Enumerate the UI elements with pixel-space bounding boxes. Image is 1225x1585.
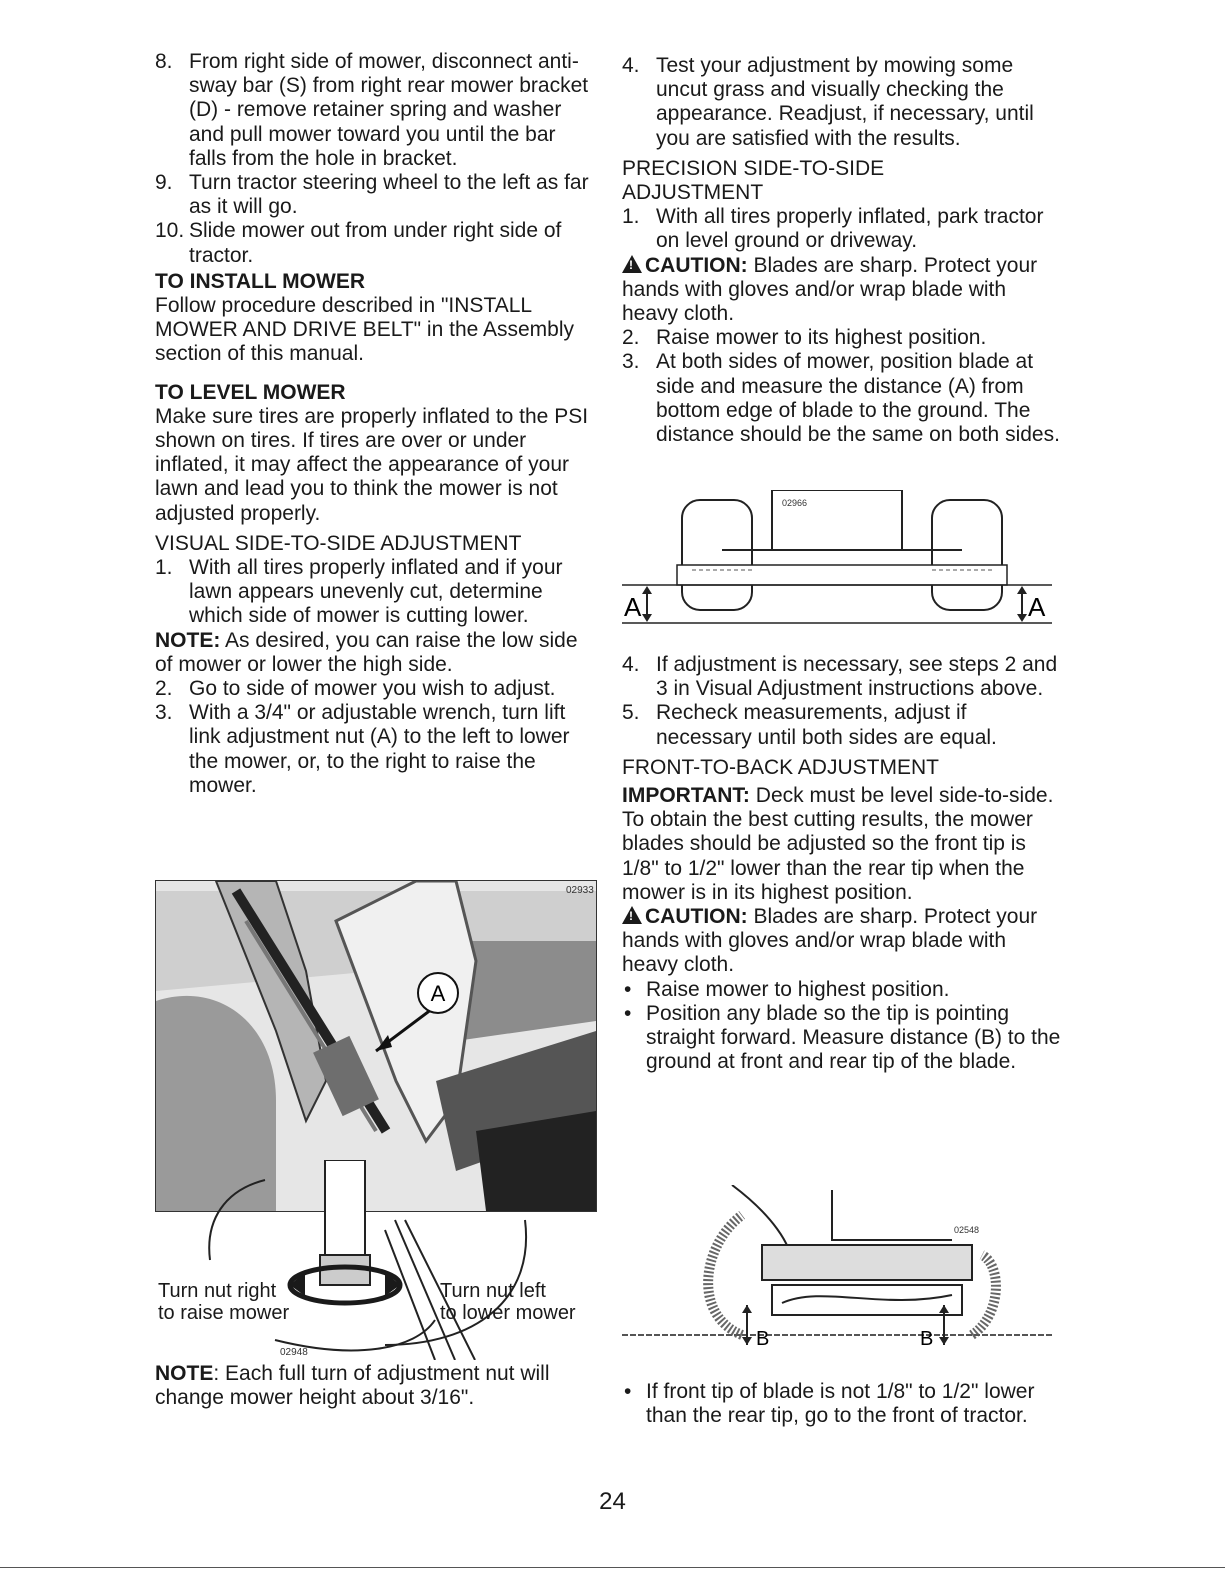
caution-label: CAUTION: — [645, 905, 748, 929]
precision-adjustment-heading: PRECISION SIDE-TO-SIDE ADJUSTMENT — [622, 156, 885, 205]
caution-text: Blades are sharp. Protect your hands with gloves and/or wrap blade with heavy cloth. — [622, 253, 1038, 326]
important-label: IMPORTANT: — [622, 784, 750, 808]
note-label: NOTE — [155, 1362, 214, 1385]
bullet-2 — [622, 1002, 1062, 1075]
turn-left-label — [440, 1280, 576, 1324]
visual-step-1 — [155, 556, 595, 629]
turn-left-text: Turn nut left to lower mower — [440, 1280, 576, 1324]
step-number: 5. — [622, 701, 640, 725]
distance-b-front: B — [756, 1328, 770, 1350]
page-number: 24 — [599, 1488, 626, 1515]
bullet-dot: • — [624, 977, 632, 1001]
inset-code: 02948 — [280, 1347, 308, 1358]
step-text: With all tires properly inflated, park tractor on level ground or driveway. — [656, 205, 1044, 253]
distance-a-left: A — [624, 592, 642, 622]
bullet-3 — [622, 1380, 1062, 1428]
warning-triangle-icon — [622, 906, 642, 924]
front-to-back-text: To obtain the best cutting results, the mower blades should be adjusted so the front tip is 1/8" to 1/2" lower than the rear tip when the mower is in its highest position. — [622, 808, 1033, 904]
step-number: 2. — [622, 326, 640, 350]
note-text: As desired, you can raise the low side of mower or lower the high side. — [155, 628, 578, 676]
bullet-text: If front tip of blade is not 1/8" to 1/2" lower than the rear tip, go to the front of tractor. — [646, 1380, 1035, 1428]
step-text: Recheck measurements, adjust if necessary until both sides are equal. — [656, 701, 997, 749]
visual-step-2 — [155, 677, 595, 701]
bullet-dot: • — [624, 1001, 632, 1025]
note-label: NOTE: — [155, 628, 221, 652]
step-number: 4. — [622, 54, 640, 77]
turn-right-label — [158, 1280, 289, 1324]
right-column-lower — [622, 653, 1062, 1074]
distance-b-rear: B — [920, 1328, 934, 1350]
photo-code: 02933 — [566, 885, 594, 896]
page-bottom-rule — [0, 1567, 1225, 1568]
distance-a-right: A — [1028, 592, 1046, 622]
front-to-back-heading: FRONT-TO-BACK ADJUSTMENT — [622, 755, 939, 779]
precision-step-2 — [622, 326, 1062, 350]
side-to-side-diagram — [622, 490, 1052, 630]
nut-turn-inset — [155, 1160, 595, 1360]
level-mower-heading: TO LEVEL MOWER — [155, 380, 346, 404]
left-column — [155, 50, 595, 798]
visual-step-3 — [155, 701, 595, 798]
step-text: Slide mower out from under right side of tractor. — [189, 219, 562, 267]
step-10 — [155, 219, 595, 267]
step-number: 9. — [155, 171, 173, 195]
step-number: 4. — [622, 653, 640, 676]
precision-step-5 — [622, 701, 1062, 749]
precision-step-1 — [622, 205, 1062, 253]
note-2 — [155, 1362, 595, 1410]
note-1 — [155, 629, 595, 677]
step-text: Test your adjustment by mowing some uncut grass and visually checking the appearance. Readjust, if necessary, until you are satisfied with the results. — [656, 54, 1034, 150]
warning-triangle-icon — [622, 255, 642, 273]
step-number: 2. — [155, 677, 173, 701]
caution-1 — [622, 254, 1062, 327]
level-mower-text: Make sure tires are properly inflated to the PSI shown on tires. If tires are over or under inflated, it may affect the appearance of your lawn and lead you to think the mower is not adjusted properly. — [155, 404, 589, 525]
step-text: Turn tractor steering wheel to the left as far as it will go. — [189, 171, 589, 219]
bullet-text: Position any blade so the tip is pointing straight forward. Measure distance (B) to the ground at front and rear tip of the blade. — [646, 1001, 1061, 1074]
turn-right-text: Turn nut right to raise mower — [158, 1280, 290, 1324]
important-note — [622, 784, 1062, 808]
visual-adjustment-heading: VISUAL SIDE-TO-SIDE ADJUSTMENT — [155, 531, 522, 555]
step-number: 3. — [622, 350, 640, 374]
install-mower-text: Follow procedure described in "INSTALL MOWER AND DRIVE BELT" in the Assembly section of this manual. — [155, 294, 575, 366]
caution-2 — [622, 905, 1062, 978]
precision-step-3 — [622, 350, 1062, 447]
step-4 — [622, 54, 1062, 151]
front-to-back-diagram — [622, 1185, 1052, 1360]
caution-label: CAUTION: — [645, 253, 748, 277]
install-mower-heading: TO INSTALL MOWER — [155, 269, 365, 293]
bullet-1 — [622, 978, 1062, 1002]
step-number: 3. — [155, 701, 173, 725]
right-column — [622, 54, 1062, 447]
step-9 — [155, 171, 595, 219]
bullet-text: Raise mower to highest position. — [646, 977, 950, 1001]
important-text: Deck must be level side-to-side. — [755, 784, 1054, 808]
step-8 — [155, 50, 595, 171]
diagram-code: 02966 — [782, 498, 808, 508]
step-text: At both sides of mower, position blade at side and measure the distance (A) from bottom edge of blade to the ground. The distance should be the same on both sides. — [656, 350, 1060, 447]
caution-text: Blades are sharp. Protect your hands with gloves and/or wrap blade with heavy cloth. — [622, 905, 1038, 977]
diagram-code: 02548 — [954, 1225, 980, 1235]
right-column-bottom — [622, 1380, 1062, 1428]
step-number: 10. — [155, 219, 185, 243]
step-number: 1. — [155, 556, 173, 580]
step-number: 8. — [155, 50, 173, 73]
note-text: : Each full turn of adjustment nut will change mower height about 3/16". — [155, 1362, 550, 1410]
step-text: With a 3/4" or adjustable wrench, turn lift link adjustment nut (A) to the left to lower the mower, or, to the right to raise the mower. — [189, 701, 570, 797]
step-text: From right side of mower, disconnect anti-sway bar (S) from right rear mower bracket (D) - remove retainer spring and washer and pull mower toward you until the bar falls from the hole in bracket. — [189, 50, 589, 170]
step-number: 1. — [622, 205, 640, 229]
step-text: If adjustment is necessary, see steps 2 and 3 in Visual Adjustment instructions above. — [656, 653, 1058, 701]
bullet-dot: • — [624, 1380, 632, 1403]
precision-step-4 — [622, 653, 1062, 701]
step-text: With all tires properly inflated and if your lawn appears unevenly cut, determine which side of mower is cutting lower. — [189, 556, 563, 628]
step-text: Raise mower to its highest position. — [656, 326, 987, 350]
callout-a: A — [430, 981, 446, 1006]
step-text: Go to side of mower you wish to adjust. — [189, 677, 556, 701]
